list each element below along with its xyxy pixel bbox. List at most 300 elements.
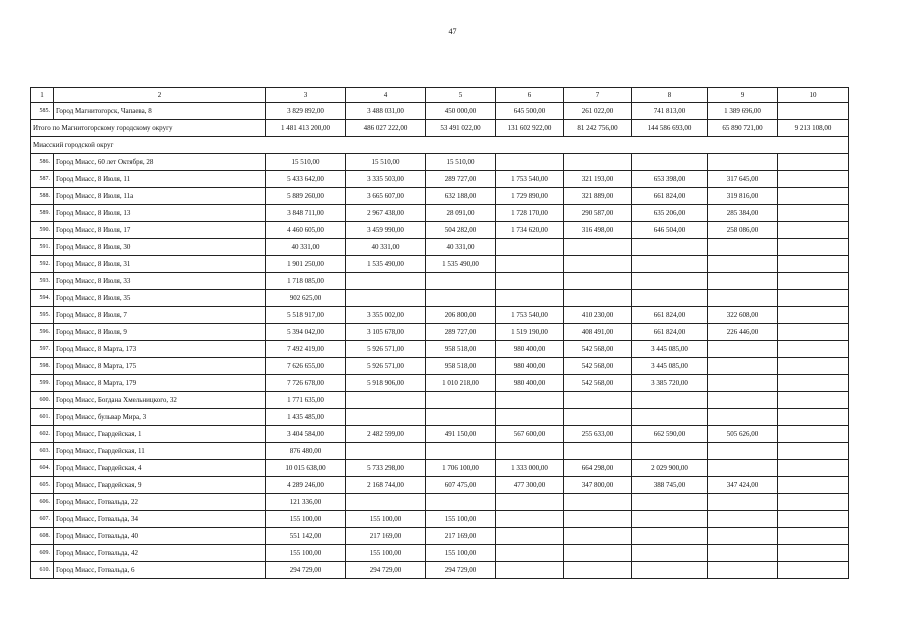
value-cell [564, 256, 632, 273]
value-cell: 491 150,00 [426, 426, 496, 443]
address-cell: Город Миасс, 8 Июля, 13 [54, 205, 266, 222]
address-cell: Город Миасс, 8 Июля, 11 [54, 171, 266, 188]
address-cell: Город Миасс, Гвардейская, 1 [54, 426, 266, 443]
row-number: 586. [31, 154, 54, 171]
value-cell: 3 445 085,00 [632, 341, 708, 358]
value-cell [496, 256, 564, 273]
section-title: Миасский городской округ [31, 137, 849, 154]
value-cell [708, 154, 778, 171]
value-cell: 10 015 638,00 [266, 460, 346, 477]
value-cell [778, 409, 849, 426]
value-cell [778, 222, 849, 239]
row-number: 592. [31, 256, 54, 273]
table-row [31, 256, 849, 273]
value-cell [564, 443, 632, 460]
value-cell: 410 230,00 [564, 307, 632, 324]
value-cell: 876 480,00 [266, 443, 346, 460]
value-cell: 3 404 584,00 [266, 426, 346, 443]
value-cell: 408 491,00 [564, 324, 632, 341]
address-cell: Город Миасс, 60 лет Октября, 28 [54, 154, 266, 171]
row-number: 603. [31, 443, 54, 460]
value-cell [496, 494, 564, 511]
address-cell: Город Миасс, Готвальда, 40 [54, 528, 266, 545]
value-cell: 5 518 917,00 [266, 307, 346, 324]
address-cell: Город Миасс, Готвальда, 42 [54, 545, 266, 562]
address-cell: Город Миасс, бульвар Мира, 3 [54, 409, 266, 426]
value-cell [778, 205, 849, 222]
total-value: 486 027 222,00 [346, 120, 426, 137]
value-cell [564, 511, 632, 528]
value-cell: 542 568,00 [564, 341, 632, 358]
value-cell [426, 290, 496, 307]
address-cell: Город Миасс, 8 Июля, 11а [54, 188, 266, 205]
row-number: 608. [31, 528, 54, 545]
value-cell [564, 409, 632, 426]
value-cell: 450 000,00 [426, 103, 496, 120]
address-cell: Город Миасс, Богдана Хмельницкого, 32 [54, 392, 266, 409]
value-cell: 5 394 042,00 [266, 324, 346, 341]
value-cell: 317 645,00 [708, 171, 778, 188]
table-row [31, 375, 849, 392]
value-cell [778, 154, 849, 171]
value-cell: 1 535 490,00 [346, 256, 426, 273]
value-cell: 958 518,00 [426, 341, 496, 358]
value-cell [708, 460, 778, 477]
value-cell: 294 729,00 [266, 562, 346, 579]
address-cell: Город Миасс, 8 Июля, 35 [54, 290, 266, 307]
row-number: 588. [31, 188, 54, 205]
table-row [31, 443, 849, 460]
value-cell [496, 443, 564, 460]
value-cell: 3 105 678,00 [346, 324, 426, 341]
value-cell: 1 535 490,00 [426, 256, 496, 273]
address-cell: Город Миасс, Гвардейская, 11 [54, 443, 266, 460]
address-cell: Город Миасс, 8 Июля, 17 [54, 222, 266, 239]
table-row [31, 290, 849, 307]
table-row [31, 392, 849, 409]
value-cell: 7 726 678,00 [266, 375, 346, 392]
value-cell [778, 392, 849, 409]
row-number: 596. [31, 324, 54, 341]
value-cell [778, 443, 849, 460]
column-header: 3 [266, 88, 346, 103]
address-cell: Город Магнитогорск, Чапаева, 8 [54, 103, 266, 120]
table-row [31, 324, 849, 341]
value-cell: 542 568,00 [564, 375, 632, 392]
value-cell: 653 398,00 [632, 171, 708, 188]
value-cell: 40 331,00 [426, 239, 496, 256]
value-cell: 155 100,00 [426, 545, 496, 562]
value-cell [426, 392, 496, 409]
value-cell [632, 443, 708, 460]
value-cell: 1 753 540,00 [496, 171, 564, 188]
address-cell: Город Миасс, 8 Июля, 9 [54, 324, 266, 341]
value-cell [708, 273, 778, 290]
row-number: 587. [31, 171, 54, 188]
column-header: 7 [564, 88, 632, 103]
address-cell: Город Миасс, Готвальда, 6 [54, 562, 266, 579]
table-row [31, 562, 849, 579]
table-row [31, 222, 849, 239]
address-cell: Город Миасс, 8 Марта, 173 [54, 341, 266, 358]
value-cell [564, 392, 632, 409]
value-cell: 980 400,00 [496, 341, 564, 358]
table-body [31, 88, 849, 579]
value-cell: 155 100,00 [266, 511, 346, 528]
row-number: 606. [31, 494, 54, 511]
value-cell: 155 100,00 [266, 545, 346, 562]
table-row [31, 528, 849, 545]
value-cell [346, 494, 426, 511]
value-cell [778, 239, 849, 256]
section-row [31, 137, 849, 154]
value-cell: 741 813,00 [632, 103, 708, 120]
value-cell [496, 154, 564, 171]
value-cell [708, 239, 778, 256]
value-cell [496, 392, 564, 409]
value-cell: 290 587,00 [564, 205, 632, 222]
value-cell: 958 518,00 [426, 358, 496, 375]
value-cell: 1 734 620,00 [496, 222, 564, 239]
value-cell: 321 889,00 [564, 188, 632, 205]
value-cell: 3 445 085,00 [632, 358, 708, 375]
value-cell: 980 400,00 [496, 358, 564, 375]
value-cell: 255 633,00 [564, 426, 632, 443]
value-cell [778, 103, 849, 120]
value-cell [708, 545, 778, 562]
value-cell [778, 188, 849, 205]
value-cell: 319 816,00 [708, 188, 778, 205]
value-cell [708, 494, 778, 511]
table-row [31, 477, 849, 494]
value-cell [778, 341, 849, 358]
column-header: 5 [426, 88, 496, 103]
value-cell: 2 967 438,00 [346, 205, 426, 222]
total-row [31, 120, 849, 137]
value-cell [346, 290, 426, 307]
column-header: 9 [708, 88, 778, 103]
total-label: Итого по Магнитогорскому городскому округу [31, 120, 266, 137]
column-header: 2 [54, 88, 266, 103]
value-cell: 217 169,00 [346, 528, 426, 545]
value-cell: 551 142,00 [266, 528, 346, 545]
value-cell: 7 626 655,00 [266, 358, 346, 375]
row-number: 601. [31, 409, 54, 426]
value-cell: 121 336,00 [266, 494, 346, 511]
value-cell: 661 824,00 [632, 188, 708, 205]
value-cell [564, 494, 632, 511]
value-cell [632, 239, 708, 256]
value-cell: 3 335 503,00 [346, 171, 426, 188]
value-cell: 285 384,00 [708, 205, 778, 222]
value-cell: 2 482 599,00 [346, 426, 426, 443]
value-cell: 4 289 246,00 [266, 477, 346, 494]
table-row [31, 545, 849, 562]
value-cell: 1 901 250,00 [266, 256, 346, 273]
value-cell: 980 400,00 [496, 375, 564, 392]
value-cell: 3 355 002,00 [346, 307, 426, 324]
value-cell [496, 511, 564, 528]
value-cell: 388 745,00 [632, 477, 708, 494]
value-cell [564, 239, 632, 256]
value-cell [708, 409, 778, 426]
value-cell: 2 168 744,00 [346, 477, 426, 494]
table-row [31, 460, 849, 477]
value-cell [778, 477, 849, 494]
row-number: 609. [31, 545, 54, 562]
value-cell [632, 154, 708, 171]
address-cell: Город Миасс, 8 Июля, 30 [54, 239, 266, 256]
value-cell [632, 545, 708, 562]
table-row [31, 409, 849, 426]
value-cell: 3 459 990,00 [346, 222, 426, 239]
row-number: 605. [31, 477, 54, 494]
value-cell: 1 519 190,00 [496, 324, 564, 341]
table-row [31, 188, 849, 205]
value-cell: 40 331,00 [346, 239, 426, 256]
value-cell [778, 273, 849, 290]
value-cell [564, 545, 632, 562]
table-row [31, 426, 849, 443]
value-cell: 1 010 218,00 [426, 375, 496, 392]
value-cell [496, 273, 564, 290]
value-cell: 321 193,00 [564, 171, 632, 188]
value-cell: 661 824,00 [632, 324, 708, 341]
value-cell: 28 091,00 [426, 205, 496, 222]
value-cell [496, 239, 564, 256]
row-number: 598. [31, 358, 54, 375]
value-cell [708, 290, 778, 307]
total-value: 1 481 413 200,00 [266, 120, 346, 137]
value-cell [496, 528, 564, 545]
value-cell: 316 498,00 [564, 222, 632, 239]
value-cell: 1 389 696,00 [708, 103, 778, 120]
row-number: 607. [31, 511, 54, 528]
address-cell: Город Миасс, Гвардейская, 9 [54, 477, 266, 494]
row-number: 610. [31, 562, 54, 579]
value-cell: 7 492 419,00 [266, 341, 346, 358]
value-cell [564, 562, 632, 579]
value-cell: 289 727,00 [426, 324, 496, 341]
table-row [31, 239, 849, 256]
value-cell [564, 273, 632, 290]
value-cell: 5 733 298,00 [346, 460, 426, 477]
value-cell [426, 273, 496, 290]
row-number: 594. [31, 290, 54, 307]
table-row [31, 103, 849, 120]
value-cell [778, 324, 849, 341]
total-value: 65 890 721,00 [708, 120, 778, 137]
table-row [31, 494, 849, 511]
value-cell [778, 494, 849, 511]
value-cell: 1 706 100,00 [426, 460, 496, 477]
value-cell: 206 800,00 [426, 307, 496, 324]
address-cell: Город Миасс, 8 Марта, 175 [54, 358, 266, 375]
value-cell: 294 729,00 [346, 562, 426, 579]
value-cell [708, 443, 778, 460]
row-number: 602. [31, 426, 54, 443]
value-cell [564, 290, 632, 307]
column-header: 6 [496, 88, 564, 103]
value-cell [778, 290, 849, 307]
value-cell: 632 188,00 [426, 188, 496, 205]
value-cell [778, 358, 849, 375]
page-number: 47 [448, 27, 457, 36]
value-cell: 5 889 260,00 [266, 188, 346, 205]
value-cell [346, 392, 426, 409]
value-cell: 226 446,00 [708, 324, 778, 341]
column-header: 8 [632, 88, 708, 103]
address-cell: Город Миасс, Готвальда, 34 [54, 511, 266, 528]
value-cell: 3 848 711,00 [266, 205, 346, 222]
value-cell: 662 590,00 [632, 426, 708, 443]
value-cell: 15 510,00 [346, 154, 426, 171]
value-cell: 664 298,00 [564, 460, 632, 477]
value-cell [632, 290, 708, 307]
address-cell: Город Миасс, 8 Июля, 33 [54, 273, 266, 290]
value-cell: 155 100,00 [346, 511, 426, 528]
value-cell: 261 022,00 [564, 103, 632, 120]
value-cell: 155 100,00 [426, 511, 496, 528]
value-cell: 5 926 571,00 [346, 341, 426, 358]
value-cell [778, 545, 849, 562]
table-row [31, 154, 849, 171]
value-cell [426, 494, 496, 511]
value-cell: 15 510,00 [426, 154, 496, 171]
value-cell [708, 392, 778, 409]
value-cell [778, 171, 849, 188]
column-header: 1 [31, 88, 54, 103]
value-cell [708, 358, 778, 375]
address-cell: Город Миасс, 8 Марта, 179 [54, 375, 266, 392]
row-number: 604. [31, 460, 54, 477]
value-cell: 3 488 031,00 [346, 103, 426, 120]
value-cell [426, 409, 496, 426]
value-cell: 1 333 000,00 [496, 460, 564, 477]
value-cell: 477 300,00 [496, 477, 564, 494]
value-cell: 3 829 892,00 [266, 103, 346, 120]
value-cell: 3 385 720,00 [632, 375, 708, 392]
value-cell [708, 256, 778, 273]
value-cell: 217 169,00 [426, 528, 496, 545]
value-cell [564, 528, 632, 545]
address-cell: Город Миасс, 8 Июля, 7 [54, 307, 266, 324]
value-cell: 635 206,00 [632, 205, 708, 222]
value-cell: 5 926 571,00 [346, 358, 426, 375]
value-cell: 40 331,00 [266, 239, 346, 256]
value-cell [778, 375, 849, 392]
value-cell [632, 494, 708, 511]
value-cell [708, 528, 778, 545]
value-cell [346, 409, 426, 426]
table-row [31, 307, 849, 324]
row-number: 597. [31, 341, 54, 358]
table-row [31, 341, 849, 358]
value-cell [632, 562, 708, 579]
value-cell: 607 475,00 [426, 477, 496, 494]
value-cell [632, 528, 708, 545]
value-cell: 645 500,00 [496, 103, 564, 120]
value-cell [632, 256, 708, 273]
value-cell [778, 460, 849, 477]
table-row [31, 171, 849, 188]
value-cell [708, 375, 778, 392]
value-cell [346, 273, 426, 290]
address-cell: Город Миасс, Готвальда, 22 [54, 494, 266, 511]
value-cell: 5 433 642,00 [266, 171, 346, 188]
row-number: 590. [31, 222, 54, 239]
table-row [31, 205, 849, 222]
value-cell [632, 409, 708, 426]
total-value: 9 213 108,00 [778, 120, 849, 137]
value-cell: 15 510,00 [266, 154, 346, 171]
value-cell: 258 086,00 [708, 222, 778, 239]
value-cell [778, 426, 849, 443]
total-value: 131 602 922,00 [496, 120, 564, 137]
row-number: 589. [31, 205, 54, 222]
column-header: 10 [778, 88, 849, 103]
value-cell: 4 460 605,00 [266, 222, 346, 239]
row-number: 591. [31, 239, 54, 256]
row-number: 593. [31, 273, 54, 290]
value-cell: 347 800,00 [564, 477, 632, 494]
value-cell: 155 100,00 [346, 545, 426, 562]
value-cell [708, 562, 778, 579]
row-number: 599. [31, 375, 54, 392]
value-cell: 1 753 540,00 [496, 307, 564, 324]
header-row [31, 88, 849, 103]
value-cell: 1 728 170,00 [496, 205, 564, 222]
table-row [31, 511, 849, 528]
value-cell [778, 528, 849, 545]
value-cell [778, 256, 849, 273]
value-cell: 3 665 607,00 [346, 188, 426, 205]
value-cell: 505 626,00 [708, 426, 778, 443]
value-cell: 289 727,00 [426, 171, 496, 188]
total-value: 144 586 693,00 [632, 120, 708, 137]
row-number: 595. [31, 307, 54, 324]
value-cell: 322 608,00 [708, 307, 778, 324]
value-cell [496, 409, 564, 426]
value-cell: 567 600,00 [496, 426, 564, 443]
row-number: 600. [31, 392, 54, 409]
value-cell [496, 545, 564, 562]
value-cell: 504 282,00 [426, 222, 496, 239]
value-cell: 902 625,00 [266, 290, 346, 307]
table-row [31, 358, 849, 375]
value-cell [778, 511, 849, 528]
address-cell: Город Миасс, Гвардейская, 4 [54, 460, 266, 477]
value-cell [564, 154, 632, 171]
value-cell: 2 029 900,00 [632, 460, 708, 477]
value-cell: 294 729,00 [426, 562, 496, 579]
value-cell: 1 718 085,00 [266, 273, 346, 290]
value-cell: 1 729 890,00 [496, 188, 564, 205]
value-cell [632, 273, 708, 290]
row-number: 585. [31, 103, 54, 120]
address-cell: Город Миасс, 8 Июля, 31 [54, 256, 266, 273]
value-cell [778, 562, 849, 579]
value-cell: 1 771 635,00 [266, 392, 346, 409]
value-cell [426, 443, 496, 460]
value-cell: 661 824,00 [632, 307, 708, 324]
data-table [30, 87, 849, 579]
value-cell [632, 511, 708, 528]
value-cell [346, 443, 426, 460]
value-cell: 646 504,00 [632, 222, 708, 239]
value-cell [496, 290, 564, 307]
value-cell [708, 511, 778, 528]
